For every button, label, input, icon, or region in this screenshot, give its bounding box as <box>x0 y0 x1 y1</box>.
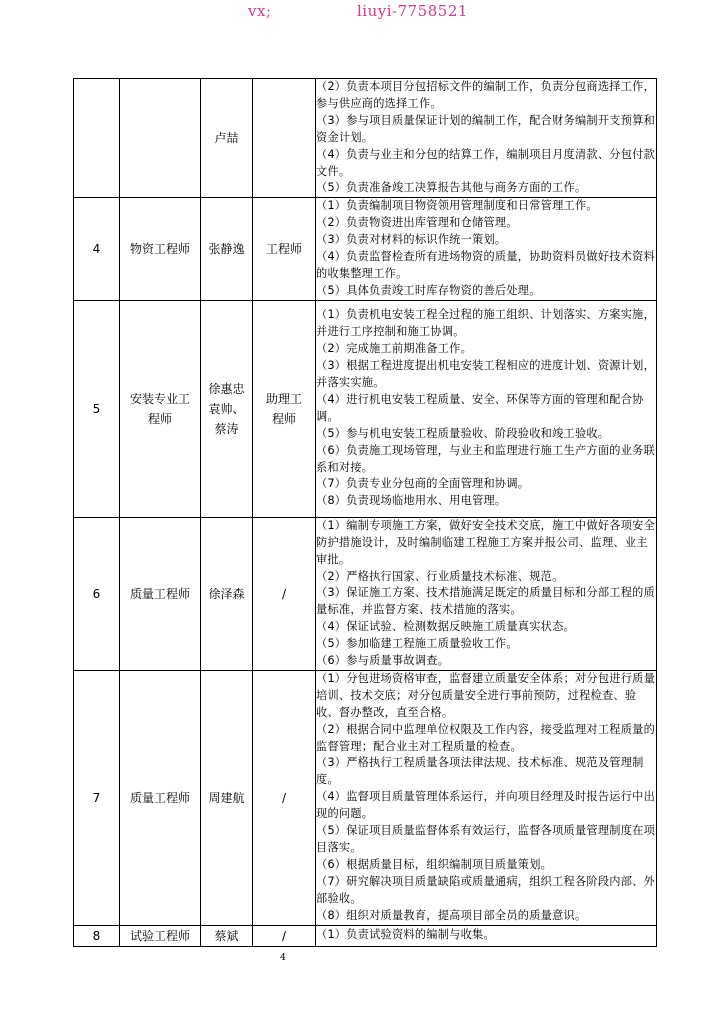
title-cell-text: 工程师 <box>265 242 302 257</box>
title-cell <box>253 300 316 517</box>
row-number <box>74 670 120 925</box>
duties-cell <box>316 300 657 517</box>
row-number-text: 6 <box>92 586 101 601</box>
duty-item: （4）进行机电安装工程质量、安全、环保等方面的管理和配合协调。 <box>316 392 644 423</box>
title-cell <box>253 198 316 300</box>
name-cell-text: 徐泽森 <box>208 586 245 601</box>
duty-item: （5）参与机电安装工程质量验收、阶段验收和竣工验收。 <box>316 426 610 440</box>
duty-item: （7）研究解决项目质量缺陷或质量通病，组织工程各阶段内部、外部验收。 <box>316 874 656 905</box>
duty-item: （6）参与质量事故调查。 <box>316 654 450 668</box>
table-row <box>74 670 657 925</box>
role-cell <box>120 517 201 670</box>
duty-item: （3）严格执行工程质量各项法律法规、技术标准、规范及管理制度。 <box>316 756 644 787</box>
name-cell-text: 徐惠忠袁帅、蔡涛 <box>208 381 245 436</box>
duty-item: （5）参加临建工程施工质量验收工作。 <box>316 637 518 651</box>
row-number <box>74 300 120 517</box>
role-cell-text: 安装专业工程师 <box>129 391 190 426</box>
title-cell-text: / <box>281 790 287 805</box>
row-number <box>74 198 120 300</box>
duty-item: （4）负责与业主和分包的结算工作，编制项目月度清款、分包付款文件。 <box>316 147 656 178</box>
role-cell <box>120 925 201 946</box>
name-cell <box>201 517 253 670</box>
role-cell <box>120 670 201 925</box>
role-cell-text: 质量工程师 <box>129 586 190 601</box>
title-cell-text: / <box>281 586 287 601</box>
name-cell-text: 周建航 <box>208 790 245 805</box>
title-cell-text: 助理工程师 <box>265 391 302 426</box>
duties-cell <box>316 198 657 300</box>
table-row <box>74 198 657 300</box>
name-cell <box>201 198 253 300</box>
duty-item: （1）分包进场资格审查，监督建立质量安全体系；对分包进行质量培训、技术交底；对分包质量安全进行事前预防，过程检查、验收、督办整改，直至合格。 <box>316 671 656 719</box>
title-cell-text: / <box>281 928 287 943</box>
watermark-left: vx; <box>248 2 272 20</box>
duty-item: （7）负责专业分包商的全面管理和协调。 <box>316 477 530 491</box>
duty-item: （3）保证施工方案、技术措施满足既定的质量目标和分部工程的质量标准，并监督方案、技术措施的落实。 <box>316 586 656 617</box>
title-cell <box>253 670 316 925</box>
watermark-right: liuyi-7758521 <box>357 2 468 20</box>
duty-item: （4）负责监督检查所有进场物资的质量，协助资料员做好技术资料的收集整理工作。 <box>316 250 656 280</box>
duty-item: （5）负责准备竣工决算报告其他与商务方面的工作。 <box>316 181 587 195</box>
role-cell-text: 试验工程师 <box>129 928 190 943</box>
name-cell <box>201 670 253 925</box>
name-cell <box>201 925 253 946</box>
duty-item: （2）负责物资进出库管理和仓储管理。 <box>316 216 518 230</box>
role-cell-text: 物资工程师 <box>129 242 190 257</box>
name-cell-text: 张静逸 <box>208 242 245 257</box>
row-number-text: 7 <box>92 790 101 805</box>
row-number-text: 4 <box>92 242 101 257</box>
name-cell-text: 卢喆 <box>214 131 239 146</box>
duty-item: （2）严格执行国家、行业质量技术标准、规范。 <box>316 569 564 583</box>
row-number <box>74 517 120 670</box>
row-number-text: 8 <box>92 928 101 943</box>
duty-item: （8）负责现场临地用水、用电管理。 <box>316 494 507 508</box>
duty-item: （6）根据质量目标，组织编制项目质量策划。 <box>316 857 553 871</box>
duty-item: （5）保证项目质量监督体系有效运行，监督各项质量管理制度在项目落实。 <box>316 824 656 854</box>
title-cell <box>253 517 316 670</box>
duty-item: （1）负责机电安装工程全过程的施工组织、计划落实、方案实施，并进行工序控制和施工协调。 <box>316 308 656 339</box>
duties-cell <box>316 670 657 925</box>
duty-item: （5）具体负责竣工时库存物资的善后处理。 <box>316 283 541 297</box>
duty-item: （1）负责试验资料的编制与收集。 <box>316 928 495 942</box>
role-cell <box>120 198 201 300</box>
duty-item: （1）负责编制项目物资领用管理制度和日常管理工作。 <box>316 199 598 213</box>
duty-item: （2）完成施工前期准备工作。 <box>316 342 473 356</box>
duty-item: （3）根据工程进度提出机电安装工程相应的进度计划、资源计划，并落实实施。 <box>316 359 656 389</box>
name-cell-text: 蔡斌 <box>214 928 239 943</box>
watermark <box>0 0 724 22</box>
duties-cell <box>316 79 657 198</box>
duties-cell <box>316 517 657 670</box>
duties-cell <box>316 925 657 946</box>
row-number-text: 5 <box>92 401 101 416</box>
table-row <box>74 925 657 946</box>
role-cell <box>120 300 201 517</box>
duty-item: （4）监督项目质量管理体系运行，并向项目经理及时报告运行中出现的问题。 <box>316 790 656 821</box>
duty-item: （8）组织对质量教育，提高项目部全员的质量意识。 <box>316 908 587 922</box>
duty-item: （1）编制专项施工方案，做好安全技术交底，施工中做好各项安全防护措施设计，及时编制临建工程施工方案并报公司、监理、业主审批。 <box>316 518 656 566</box>
name-cell <box>201 300 253 517</box>
title-cell <box>253 79 316 198</box>
duty-item: （6）负责施工现场管理，与业主和监理进行施工生产方面的业务联系和对接。 <box>316 443 656 474</box>
role-cell <box>120 79 201 198</box>
page-number: 4 <box>280 953 286 963</box>
name-cell <box>201 79 253 198</box>
responsibility-table <box>73 78 657 947</box>
duty-item: （3）参与项目质量保证计划的编制工作，配合财务编制开支预算和资金计划。 <box>316 113 656 144</box>
duty-item: （2）负责本项目分包招标文件的编制工作，负责分包商选择工作，参与供应商的选择工作。 <box>316 80 656 110</box>
table-row <box>74 79 657 198</box>
title-cell <box>253 925 316 946</box>
role-cell-text: 质量工程师 <box>129 790 190 805</box>
table-row <box>74 517 657 670</box>
duty-item: （4）保证试验、检测数据反映施工质量真实状态。 <box>316 620 575 634</box>
row-number <box>74 925 120 946</box>
duty-item: （2）根据合同中监理单位权限及工作内容，接受监理对工程质量的监督管理；配合业主对工程质量的检查。 <box>316 722 656 753</box>
duty-item: （3）负责对材料的标识作统一策划。 <box>316 233 507 247</box>
table-row <box>74 300 657 517</box>
row-number <box>74 79 120 198</box>
